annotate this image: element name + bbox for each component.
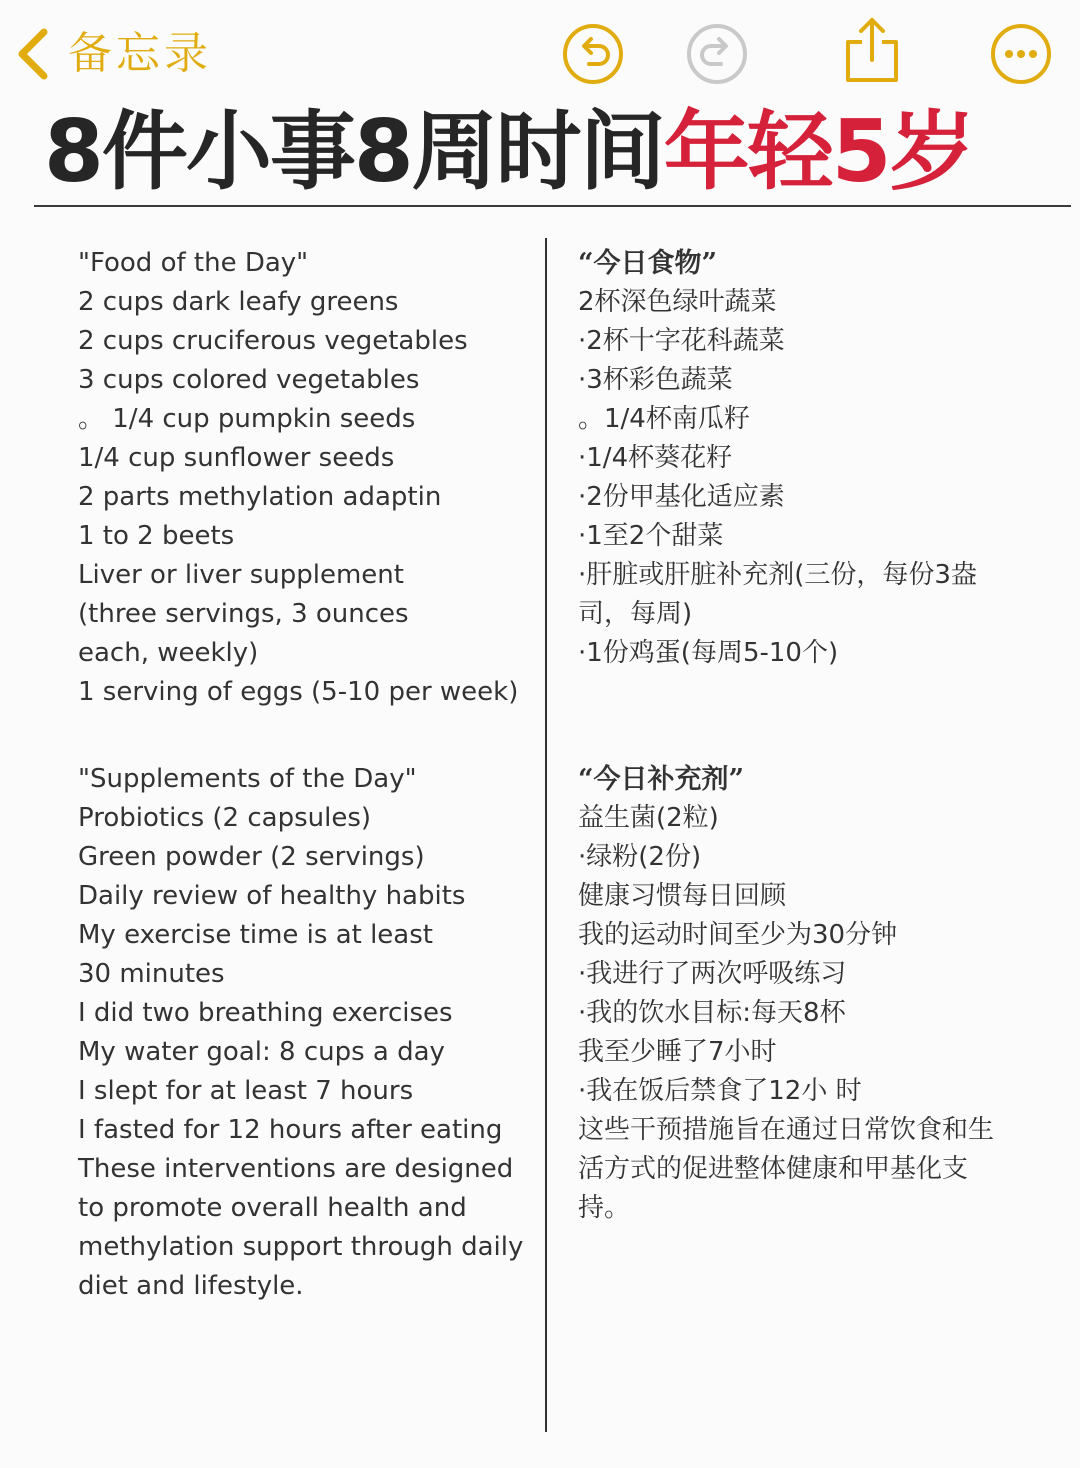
list-item: I did two breathing exercises — [78, 998, 453, 1028]
list-item: 这些干预措施旨在通过日常饮食和生活方式的促进整体健康和甲基化支持。 — [578, 1115, 995, 1223]
list-item: 益生菌(2粒) — [578, 803, 719, 833]
list-item: Liver or liver supplement (three servings, 3 ounces each, weekly) — [78, 560, 409, 668]
chevron-left-icon — [12, 24, 56, 84]
list-item: ·1份鸡蛋(每周5-10个) — [578, 638, 839, 668]
list-item: ·3杯彩色蔬菜 — [578, 365, 733, 395]
redo-icon — [685, 22, 749, 86]
list-item: Probiotics (2 capsules) — [78, 803, 372, 833]
more-icon — [989, 22, 1053, 86]
list-item: ·1/4杯葵花籽 — [578, 443, 733, 473]
section-heading: "Supplements of the Day" — [78, 764, 417, 794]
list-item: These interventions are designed to promote overall health and methylation support through daily diet and lifestyle. — [78, 1154, 524, 1301]
list-item: Daily review of healthy habits — [78, 881, 466, 911]
list-item: I fasted for 12 hours after eating — [78, 1115, 503, 1145]
list-item: 2 cups cruciferous vegetables — [78, 326, 468, 356]
share-button[interactable] — [840, 16, 904, 80]
list-item: 我的运动时间至少为30分钟 — [578, 920, 898, 950]
english-food-section — [78, 244, 538, 712]
list-item: 1/4 cup sunflower seeds — [78, 443, 395, 473]
list-item: ·我在饭后禁食了12小 时 — [578, 1076, 862, 1106]
chinese-food-section — [578, 244, 1048, 673]
list-item: 1 serving of eggs (5-10 per week) — [78, 677, 519, 707]
chinese-supplements-section — [578, 760, 1048, 1228]
navigation-bar — [0, 0, 1080, 100]
list-item: Green powder (2 servings) — [78, 842, 425, 872]
list-item: ·肝脏或肝脏补充剂(三份，每份3盎司，每周) — [578, 560, 977, 629]
list-item: 健康习惯每日回顾 — [578, 881, 787, 911]
section-heading: "Food of the Day" — [78, 248, 309, 278]
share-icon — [840, 16, 904, 86]
list-item: 2杯深色绿叶蔬菜 — [578, 287, 777, 317]
list-item: 。 1/4 cup pumpkin seeds — [78, 404, 416, 434]
list-item: 1 to 2 beets — [78, 521, 235, 551]
list-item: ·绿粉(2份) — [578, 842, 702, 872]
list-item: 2 cups dark leafy greens — [78, 287, 399, 317]
more-button[interactable] — [989, 22, 1053, 86]
list-item: My water goal: 8 cups a day — [78, 1037, 445, 1067]
undo-icon — [561, 22, 625, 86]
undo-button[interactable] — [561, 22, 625, 86]
english-supplements-section — [78, 760, 538, 1306]
list-item: 我至少睡了7小时 — [578, 1037, 777, 1067]
title-divider — [34, 205, 1071, 207]
list-item: ·2杯十字花科蔬菜 — [578, 326, 785, 356]
list-item: ·1至2个甜菜 — [578, 521, 724, 551]
list-item: ·2份甲基化适应素 — [578, 482, 785, 512]
redo-button[interactable] — [685, 22, 749, 86]
list-item: ·我的饮水目标:每天8杯 — [578, 998, 846, 1028]
column-divider — [545, 238, 547, 1432]
list-item: 2 parts methylation adaptin — [78, 482, 442, 512]
back-label: 备忘录 — [68, 28, 212, 79]
page-title — [44, 100, 1054, 204]
back-button[interactable] — [12, 24, 212, 84]
list-item: My exercise time is at least 30 minutes — [78, 920, 433, 989]
list-item: ·我进行了两次呼吸练习 — [578, 959, 847, 989]
title-highlight: 年轻5岁 — [663, 102, 974, 202]
list-item: 。1/4杯南瓜籽 — [578, 404, 750, 434]
title-main: 8件小事8周时间 — [44, 102, 664, 202]
section-heading: “今日补充剂” — [578, 764, 745, 795]
section-heading: “今日食物” — [578, 248, 718, 279]
list-item: 3 cups colored vegetables — [78, 365, 420, 395]
list-item: I slept for at least 7 hours — [78, 1076, 414, 1106]
